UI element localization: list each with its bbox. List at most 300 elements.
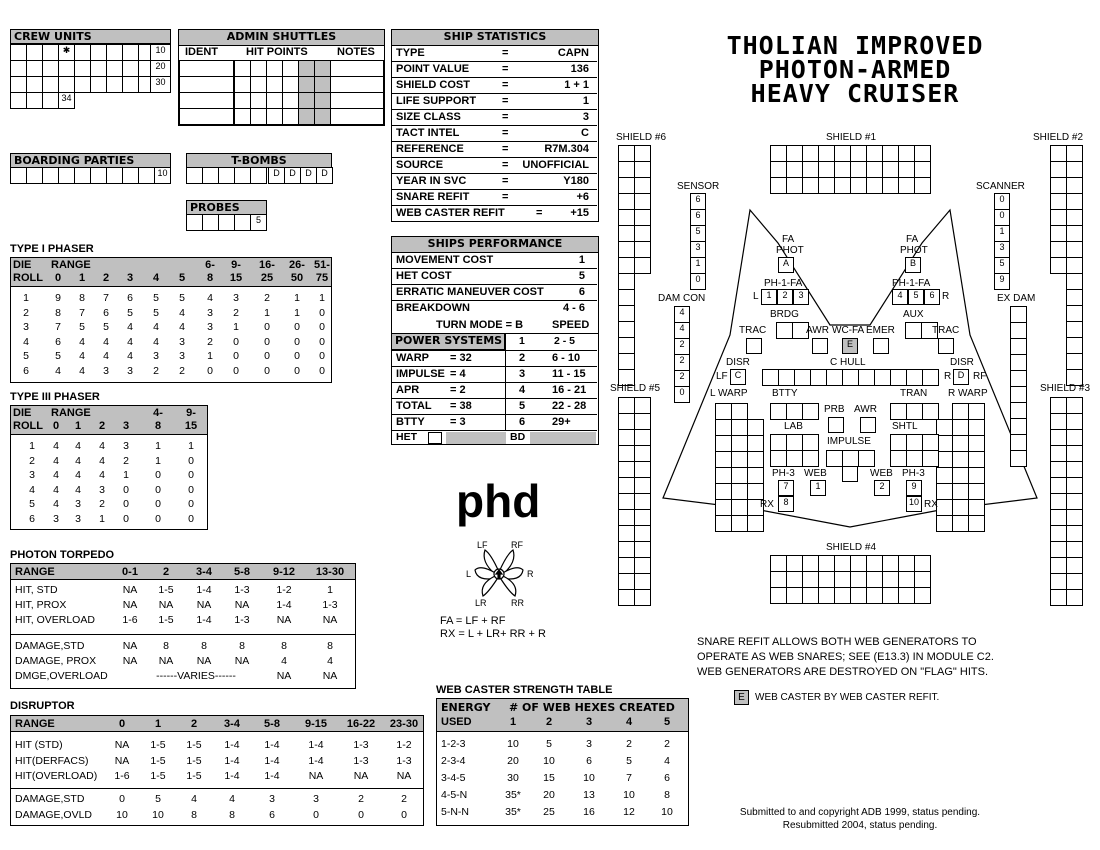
photon-overload-row-cell: ------VARIES------: [156, 670, 236, 682]
shtl-box: [906, 434, 923, 451]
disruptor-damage-row-cell: 2: [401, 793, 407, 805]
web-caster-row-cell: 6: [586, 755, 592, 767]
disruptor-damage-row-cell: 4: [229, 793, 235, 805]
wc-fa-label: WC-FA: [832, 325, 865, 336]
photon-head-cell: 13-30: [315, 566, 345, 578]
type3-row-cell: 1: [29, 440, 35, 452]
r-warp-box: [968, 419, 985, 436]
boarding-box: [58, 167, 75, 184]
web-caster-head2-cell: 4: [625, 716, 633, 728]
scanner-box: 0: [994, 193, 1010, 210]
type1-row-cell: 0: [264, 321, 270, 333]
power-systems-header: POWER SYSTEMS: [392, 334, 505, 350]
web-caster-box: E: [842, 338, 858, 354]
type3-row-cell: 1: [155, 454, 161, 467]
shield-4-box: [866, 571, 883, 588]
shield-6-box: [634, 161, 651, 178]
shield-4-box: [914, 555, 931, 572]
dam-con-box: 2: [674, 338, 690, 355]
impulse-box: [842, 466, 858, 482]
disruptor-hit-row-cell: 1-4: [264, 770, 280, 782]
type1-head1-cell: 9-: [231, 259, 241, 271]
shield-2-box: [1050, 241, 1067, 258]
power-turn-n: 4: [519, 384, 526, 396]
disruptor-damage-row-cell: 5: [155, 793, 161, 805]
type1-row-cell: 0: [233, 335, 239, 348]
web-caster-row-cell: 10: [507, 738, 519, 750]
type1-row-cell: 8: [55, 306, 61, 319]
shield-6-box: [618, 289, 635, 306]
photon-damage-row-cell: NA: [158, 655, 174, 667]
photon-overload-row-cell: NA: [322, 670, 338, 682]
crew-box: [74, 44, 91, 61]
disruptor-head-cell: 9-15: [304, 718, 328, 730]
power-row: [392, 350, 597, 366]
disruptor-table: [10, 715, 424, 826]
ex-dam-box: [1010, 338, 1027, 355]
crew-box: [74, 76, 91, 93]
shield-1-box: [866, 177, 883, 194]
type1-row-cell: 4: [79, 350, 85, 362]
web-caster-row-cell: 3-4-5: [441, 772, 466, 784]
type3-head2-cell: ROLL: [13, 420, 43, 432]
type1-row-cell: 4: [79, 335, 85, 348]
shield-1-box: [770, 161, 787, 178]
stat-key: YEAR IN SVC: [396, 175, 467, 187]
shield-1-box: [818, 177, 835, 194]
type3-row-cell: 1: [99, 512, 105, 525]
power-speed: 11 - 15: [552, 368, 586, 380]
type1-row-cell: 4: [79, 364, 85, 377]
photon-damage-row-cell: NA: [122, 640, 138, 652]
photon-hit-row-cell: HIT, PROX: [15, 599, 67, 611]
photon-hit-row-cell: 1-4: [196, 614, 212, 626]
crew-box: [42, 60, 59, 77]
photon-damage-row-cell: NA: [122, 655, 138, 667]
shield-6-box: [618, 305, 635, 322]
crew-box: [90, 60, 107, 77]
l-warp-box: [715, 499, 732, 516]
type3-head-row1: [11, 407, 207, 420]
shield-4-box: [898, 571, 915, 588]
shield-5-box: [634, 509, 651, 526]
photon-hit-row-cell: NA: [122, 599, 138, 611]
sensor-box: 6: [690, 209, 706, 226]
shield-5-box: [618, 557, 635, 574]
disruptor-damage-row-cell: 3: [313, 793, 319, 805]
shield-2-box: [1066, 225, 1083, 242]
shield-4-box: [818, 587, 835, 604]
shield-6-box: [618, 321, 635, 338]
web-caster-head2-cell: 3: [585, 716, 593, 728]
l-warp-box: [747, 451, 764, 468]
web-caster-row-cell: 20: [543, 789, 555, 801]
shield-6-box: [618, 225, 635, 242]
impulse-box: [858, 450, 875, 467]
type1-row-cell: 6: [127, 292, 133, 304]
emer-box: [873, 338, 889, 354]
tractor-box: [746, 338, 762, 354]
type1-row-cell: 4: [127, 321, 133, 333]
shield-1-box: [786, 145, 803, 162]
arc-label-lr: LR: [475, 598, 487, 608]
shield-4-box: [834, 571, 851, 588]
ships-performance-header: SHIPS PERFORMANCE: [392, 237, 598, 253]
stat-key: SNARE REFIT: [396, 191, 470, 203]
arc-label-l: L: [466, 569, 472, 579]
r-warp-box: [952, 499, 969, 516]
l-warp-box: [731, 467, 748, 484]
photon-b-box: B: [905, 257, 921, 273]
t-bomb-dummy-box: D: [300, 167, 317, 184]
l-warp-box: [747, 435, 764, 452]
shield-1-box: [850, 177, 867, 194]
power-speed: 6 - 10: [552, 352, 581, 364]
type3-row-cell: 3: [53, 512, 59, 525]
disruptor-hit-row-cell: 1-6: [114, 770, 130, 782]
ex-dam-box: [1010, 386, 1027, 403]
type1-head1-cell: 26-: [289, 259, 305, 271]
stat-row: [392, 45, 597, 61]
shield-4-box: [882, 587, 899, 604]
arc-label-rf: RF: [511, 540, 523, 550]
sensor-label: SENSOR: [677, 181, 720, 192]
type1-row-cell: 3: [207, 321, 213, 333]
photon-hit-row-cell: NA: [158, 599, 174, 611]
shuttle-hp-box: [282, 60, 299, 77]
l-warp-box: [715, 451, 732, 468]
crew-box: [122, 44, 139, 61]
photon-torpedo-title: PHOTON TORPEDO: [10, 549, 115, 561]
type3-row-cell: 4: [75, 483, 81, 496]
disruptor-head: [11, 716, 423, 732]
type3-head2-cell: 3: [122, 420, 130, 432]
shield-5-box: [618, 397, 635, 414]
ph1-left-label: PH-1-FA: [764, 278, 803, 289]
stat-value: C: [581, 127, 589, 139]
shield-6-box: [618, 337, 635, 354]
shield-3-box: [1066, 445, 1083, 462]
shield-6-box: [634, 257, 651, 274]
performance-row: [392, 268, 597, 284]
stat-key: LIFE SUPPORT: [396, 95, 477, 107]
photon-hit-row-cell: NA: [322, 614, 338, 626]
web-caster-row-cell: 6: [664, 772, 670, 784]
probe-box: [234, 214, 251, 231]
crew-box-mark: 34: [58, 92, 75, 109]
type1-row-cell: 5: [179, 292, 185, 304]
shield-4-label: SHIELD #4: [826, 542, 877, 553]
disruptor-hit-row-cell: NA: [396, 770, 412, 782]
web-caster-row-cell: 15: [543, 772, 555, 784]
disruptor-hit-row-cell: HIT (STD): [15, 739, 63, 751]
shield-1-box: [882, 161, 899, 178]
type3-row-cell: 0: [188, 454, 194, 467]
shield-2-box: [1066, 161, 1083, 178]
power-key: TOTAL: [396, 400, 432, 412]
power-speed: 16 - 21: [552, 384, 587, 396]
probe-box: [218, 214, 235, 231]
scanner-box: 9: [994, 273, 1010, 290]
type1-row-cell: 7: [79, 306, 85, 319]
disruptor-title: DISRUPTOR: [10, 700, 75, 712]
type1-head1-cell: RANGE: [51, 259, 91, 271]
crew-box: [58, 76, 75, 93]
photon-torpedo-head: [11, 564, 355, 580]
stat-row: [392, 109, 597, 125]
t-bomb-box: [202, 167, 219, 184]
copyright-line-2: Resubmitted 2004, status pending.: [782, 820, 938, 831]
type1-head2-cell: 75: [315, 272, 329, 284]
awr2-box: [860, 417, 876, 433]
shield-5-box: [618, 525, 635, 542]
ex-dam-label: EX DAM: [997, 293, 1036, 304]
web-right-label: WEB: [870, 468, 893, 479]
c-hull-box: [890, 369, 907, 386]
web-caster-row-cell: 1-2-3: [441, 738, 466, 750]
sensor-box: 0: [690, 273, 706, 290]
shuttle-hp-box: [266, 92, 283, 109]
shield-4-box: [786, 587, 803, 604]
r-warp-box: [968, 403, 985, 420]
sensor-box: 6: [690, 193, 706, 210]
crew-box: [42, 92, 59, 109]
type3-row-cell: 4: [99, 469, 105, 481]
c-hull-box: [922, 369, 939, 386]
type1-row-cell: 1: [23, 292, 29, 304]
disruptor-damage-row-cell: 0: [313, 808, 319, 821]
web-caster-head: [437, 699, 688, 732]
power-row: [392, 414, 597, 430]
shield-2-box: [1066, 257, 1083, 274]
shield-2-box: [1066, 321, 1083, 338]
type1-row-cell: 6: [23, 364, 29, 377]
shuttle-notes-box: [330, 92, 384, 109]
type3-head2-cell: 0: [52, 420, 60, 432]
disruptor-damage-row-cell: 0: [358, 808, 364, 821]
shield-2-box: [1050, 209, 1067, 226]
disruptor-hit-row-cell: 1-4: [308, 754, 324, 767]
ship-title: [690, 31, 1020, 108]
type3-row-cell: 1: [155, 440, 161, 452]
shuttle-hp-box: [298, 60, 315, 77]
shield-4-box: [914, 571, 931, 588]
trac-left-label: TRAC: [739, 325, 767, 336]
photon-hit-row-cell: NA: [196, 599, 212, 611]
phaser1-box: 1: [761, 289, 777, 305]
shield-3-box: [1066, 541, 1083, 558]
disruptor-head-cell: 1: [154, 718, 162, 730]
performance-key: ERRATIC MANEUVER COST: [396, 286, 544, 298]
shield-5-box: [634, 493, 651, 510]
type3-row-cell: 4: [75, 454, 81, 467]
shuttle-hp-box: [266, 60, 283, 77]
type3-row-cell: 0: [123, 498, 129, 510]
crew-box: [26, 92, 43, 109]
photon-damage-row-cell: 8: [239, 640, 245, 652]
legend-text: WEB CASTER BY WEB CASTER REFIT.: [755, 692, 940, 703]
awr2-label: AWR: [854, 404, 877, 415]
shield-4-box: [770, 587, 787, 604]
photon-a-box: A: [778, 257, 794, 273]
ph1-right-side: R: [942, 291, 950, 302]
shield-2-box: [1066, 209, 1083, 226]
trac-right-label: TRAC: [932, 325, 960, 336]
power-key: WARP: [396, 352, 429, 364]
hexes-label: # OF WEB HEXES CREATED: [509, 701, 675, 714]
shield-3-box: [1066, 557, 1083, 574]
c-hull-box: [794, 369, 811, 386]
shield-4-box: [834, 587, 851, 604]
type3-row-cell: 2: [29, 454, 35, 467]
type3-row-cell: 3: [99, 483, 105, 496]
type1-head-row1: [11, 259, 331, 272]
boarding-box: [74, 167, 91, 184]
crew-units-panel: [10, 29, 171, 109]
shield-6-box: [618, 209, 635, 226]
power-value: = 2: [450, 384, 466, 396]
type3-row-cell: 0: [155, 483, 161, 496]
l-warp-box: [731, 403, 748, 420]
shield-5-box: [618, 413, 635, 430]
shield-6-box: [634, 145, 651, 162]
type1-row-cell: 3: [179, 350, 185, 362]
photon-damage-row-cell: 8: [163, 640, 169, 652]
disruptor-hit-row-cell: 1-5: [150, 754, 166, 767]
scanner-label: SCANNER: [976, 181, 1025, 192]
shtl-label: SHTL: [892, 421, 918, 432]
r-warp-box: [968, 435, 985, 452]
disruptor-d-box: D: [953, 369, 969, 385]
shield-2-box: [1050, 257, 1067, 274]
shield-1-box: [834, 161, 851, 178]
ex-dam-box: [1010, 306, 1027, 323]
shield-1-box: [914, 177, 931, 194]
t-bomb-box: [234, 167, 251, 184]
web-caster-row-cell: 2: [626, 738, 632, 750]
shield-4-box: [866, 555, 883, 572]
crew-box-mark: 20: [150, 60, 171, 77]
photon-head-cell: 3-4: [196, 566, 212, 578]
photon-hit-row-cell: HIT, OVERLOAD: [15, 614, 95, 626]
prb-label: PRB: [824, 404, 845, 415]
type1-row-cell: 2: [233, 306, 239, 319]
type3-head2-cell: 1: [74, 420, 82, 432]
arc-label-rr: RR: [511, 598, 524, 608]
photon-head-cell: RANGE: [15, 566, 55, 578]
c-hull-box: [778, 369, 795, 386]
disruptor-head-cell: 0: [118, 718, 126, 730]
type3-row-cell: 4: [53, 440, 59, 452]
stat-row: [392, 93, 597, 109]
power-value: = 32: [450, 352, 472, 364]
shield-4-box: [834, 555, 851, 572]
type1-row-cell: 4: [103, 350, 109, 362]
shield-1-box: [802, 161, 819, 178]
web-box: 2: [874, 480, 890, 496]
type3-row-cell: 6: [29, 512, 35, 525]
type1-row-cell: 4: [103, 335, 109, 348]
shield-3-box: [1066, 509, 1083, 526]
fa-phot-left-label: PHOT: [776, 245, 804, 256]
l-warp-box: [731, 515, 748, 532]
disruptor-hit-row-cell: 1-3: [396, 754, 412, 767]
type1-row-cell: 1: [294, 306, 300, 319]
type3-row-cell: 0: [123, 483, 129, 496]
power-first-n: 1: [519, 335, 525, 347]
ph1-right-label: PH-1-FA: [892, 278, 931, 289]
shield-1-box: [898, 145, 915, 162]
shield-2-box: [1066, 273, 1083, 290]
lab-box: [786, 450, 803, 467]
shuttle-hp-box: [250, 92, 267, 109]
type3-head1-cell: RANGE: [51, 407, 91, 419]
l-warp-box: [731, 499, 748, 516]
disruptor-head-cell: 16-22: [346, 718, 376, 730]
type1-row-cell: 5: [103, 321, 109, 333]
disruptor-hit-row-cell: NA: [114, 754, 130, 767]
dam-con-box: 0: [674, 386, 690, 403]
stat-equals: =: [502, 191, 509, 203]
disruptor-hit-row-cell: 1-4: [308, 739, 324, 751]
shield-1-box: [770, 177, 787, 194]
shtl-box: [922, 450, 939, 467]
type1-row-cell: 0: [233, 350, 239, 362]
probes-panel: [186, 200, 267, 225]
r-warp-box: [968, 451, 985, 468]
power-value: = 38: [450, 400, 472, 412]
shield-3-box: [1050, 557, 1067, 574]
shtl-box: [922, 434, 939, 451]
shield-2-label: SHIELD #2: [1033, 132, 1084, 143]
shield-3-box: [1050, 493, 1067, 510]
type1-row-cell: 2: [23, 306, 29, 319]
photon-head-cell: 2: [162, 566, 170, 578]
type1-head2-cell: 25: [260, 272, 274, 284]
shield-2-box: [1066, 353, 1083, 370]
shield-4-box: [850, 587, 867, 604]
photon-hit-row-cell: 1: [327, 584, 333, 596]
boarding-box: [90, 167, 107, 184]
stat-row: [392, 205, 597, 221]
shield-5-box: [634, 445, 651, 462]
disruptor-damage-row-cell: DAMAGE,OVLD: [15, 808, 93, 821]
shield-1-box: [882, 177, 899, 194]
shield-3-box: [1050, 445, 1067, 462]
type1-head2-cell: 3: [126, 272, 134, 284]
shield-2-box: [1050, 161, 1067, 178]
type1-row-cell: 5: [153, 306, 159, 319]
aux-label: AUX: [903, 309, 924, 320]
stat-value: R7M.304: [544, 143, 589, 155]
photon-hit-row-cell: 1-2: [276, 584, 292, 596]
disruptor-hit-row-cell: 1-5: [186, 770, 202, 782]
type1-row-cell: 0: [294, 364, 300, 377]
type3-row-cell: 0: [155, 469, 161, 481]
phaser3-box: 10: [906, 496, 922, 512]
stat-row: [392, 189, 597, 205]
shield-1-box: [834, 177, 851, 194]
type1-head1-cell: 6-: [205, 259, 215, 271]
type1-row-cell: 1: [207, 350, 213, 362]
shuttle-ident-box: [179, 108, 234, 125]
disruptor-head-cell: RANGE: [15, 718, 55, 730]
performance-value: 1: [578, 254, 585, 266]
type3-row-cell: 0: [188, 512, 194, 525]
shield-6-box: [618, 241, 635, 258]
shield-5-box: [634, 525, 651, 542]
stat-value: +6: [576, 191, 589, 203]
